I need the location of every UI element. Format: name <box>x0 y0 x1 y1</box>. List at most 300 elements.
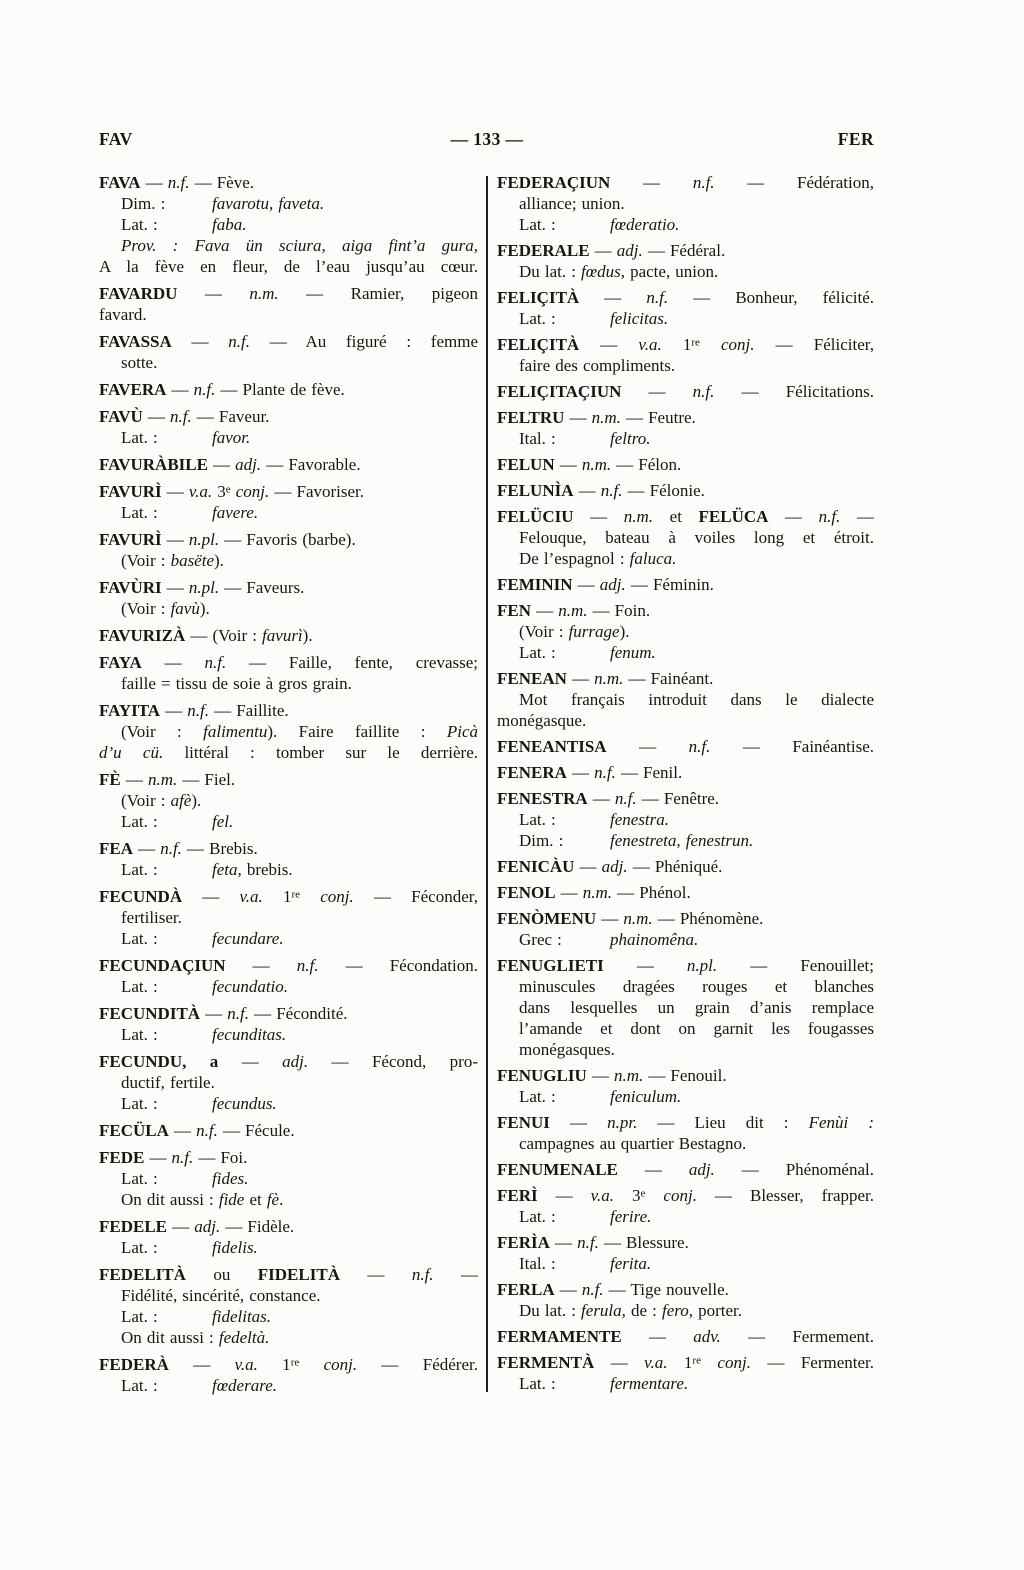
entry-text: — <box>579 288 647 307</box>
headword-text: FAVURIZÀ <box>99 626 186 645</box>
entry-text: — Phénoménal. <box>714 1160 874 1179</box>
headword-text: FERMENTÀ <box>497 1353 595 1372</box>
entry-line <box>99 742 478 763</box>
entry-text: Fidélité, sincérité, constance. <box>121 1286 321 1305</box>
dictionary-entry <box>497 407 874 449</box>
entry-line <box>497 809 874 830</box>
entry-text: — Félonie. <box>622 481 705 500</box>
entry-text: feniculum. <box>610 1087 682 1106</box>
entry-line <box>99 1051 478 1072</box>
entry-text: — <box>168 1121 197 1140</box>
entry-text: — Phénomène. <box>652 909 764 928</box>
entry-text: n.pr. <box>607 1113 638 1132</box>
dictionary-entry <box>497 1112 874 1154</box>
entry-text: — <box>573 481 601 500</box>
entry-text: n.m. <box>249 284 279 303</box>
headword-text: FELIÇITÀ <box>497 335 580 354</box>
entry-text: — Fainéant. <box>623 669 714 688</box>
entry-text: adj. <box>235 455 262 474</box>
headword-text: FAVÙ <box>99 407 143 426</box>
column-left <box>99 172 478 1402</box>
entry-text: — <box>171 332 229 351</box>
dictionary-entry <box>99 1120 478 1141</box>
entry-text: — <box>554 455 582 474</box>
entry-text: n.m. <box>147 770 178 789</box>
entry-text <box>645 1186 663 1205</box>
entry-line <box>99 193 478 214</box>
entry-text: littéral : tomber sur le derrière. <box>163 743 479 762</box>
entry-text: de : <box>625 1301 662 1320</box>
entry-text: adj. <box>688 1160 715 1179</box>
entry-text: — <box>433 1265 478 1284</box>
dictionary-entry <box>99 886 478 949</box>
entry-text: — Bonheur, félicité. <box>668 288 875 307</box>
entry-text: — <box>140 173 168 192</box>
entry-text: sotte. <box>121 353 158 372</box>
headword-text: FEDERALE <box>497 241 590 260</box>
column-right <box>497 172 874 1399</box>
entry-text: Prov. : Fava ün sciura, aiga fint’a gura, <box>121 236 478 255</box>
entry-line <box>99 256 478 277</box>
headword-text: FAVURÌ <box>99 530 162 549</box>
entry-line <box>99 907 478 928</box>
entry-text: — <box>617 1160 689 1179</box>
entry-text: conj. <box>663 1186 697 1205</box>
entry-text: — Fermement. <box>720 1327 875 1346</box>
entry-line <box>99 379 478 400</box>
entry-line <box>99 331 478 352</box>
entry-text: conj. <box>717 1353 751 1372</box>
entry-text: Ital. : <box>519 429 556 448</box>
headword-text: FEN <box>497 601 531 620</box>
entry-text: — <box>142 407 170 426</box>
dictionary-entry <box>99 283 478 325</box>
entry-line <box>497 736 874 757</box>
page-number: — 133 — <box>450 129 524 149</box>
entry-text: Lat. : <box>121 215 158 234</box>
entry-text: campagnes au quartier Bestagno. <box>519 1134 747 1153</box>
entry-text: — Foin. <box>587 601 651 620</box>
entry-text: falimentu <box>203 722 268 741</box>
headword-text: FERÌ <box>497 1186 538 1205</box>
entry-line <box>497 172 874 193</box>
entry-line <box>99 1354 478 1375</box>
entry-text: Ital. : <box>519 1254 556 1273</box>
entry-line <box>497 548 874 569</box>
entry-text: re <box>691 336 700 349</box>
entry-line <box>99 721 478 742</box>
entry-line <box>497 527 874 548</box>
entry-line <box>497 214 874 235</box>
entry-text: — Plante de fève. <box>215 380 345 399</box>
entry-text: Lat. : <box>519 643 556 662</box>
entry-text: v.a. <box>644 1353 668 1372</box>
entry-text: — <box>168 1355 235 1374</box>
dictionary-entry <box>99 379 478 400</box>
dictionary-entry <box>99 529 478 571</box>
entry-line <box>99 1093 478 1114</box>
entry-text: favard. <box>99 305 147 324</box>
headword-text: FEDELE <box>99 1217 168 1236</box>
headword-text: FENUGLIU <box>497 1066 587 1085</box>
headword-text: FERÌA <box>497 1233 550 1252</box>
entry-text: faluca. <box>629 549 677 568</box>
entry-text: — Lieu dit : <box>637 1113 809 1132</box>
entry-line <box>497 381 874 402</box>
entry-text: ). <box>302 626 313 645</box>
entry-text: v.a. <box>590 1186 614 1205</box>
entry-line <box>497 762 874 783</box>
entry-text: adj. <box>616 241 643 260</box>
entry-text: brebis. <box>241 860 293 879</box>
entry-text: n.pl. <box>188 530 220 549</box>
headword-text: FENEAN <box>497 669 567 688</box>
entry-text: fecundare. <box>212 929 284 948</box>
entry-text: — <box>549 1113 608 1132</box>
entry-text: — Fève. <box>189 173 255 192</box>
headword-text: FEDE <box>99 1148 145 1167</box>
entry-text: n.f. <box>228 332 250 351</box>
entry-line <box>99 673 478 694</box>
headword-text: FIDELITÀ <box>257 1265 340 1284</box>
entry-text: n.f. <box>411 1265 434 1284</box>
entry-text: — <box>554 1280 582 1299</box>
entry-text: Felouque, bateau à voiles long et étroit. <box>519 528 874 547</box>
entry-line <box>497 1112 874 1133</box>
entry-text <box>701 1353 717 1372</box>
entry-text: n.m. <box>581 455 612 474</box>
entry-text: — <box>141 653 205 672</box>
entry-text: alliance; union. <box>519 194 625 213</box>
entry-text: conj. <box>323 1355 358 1374</box>
entry-text: — <box>166 380 194 399</box>
entry-text: — <box>606 737 689 756</box>
entry-line <box>497 788 874 809</box>
entry-text: Lat. : <box>519 1207 556 1226</box>
entry-line <box>497 600 874 621</box>
entry-text: — Brebis. <box>181 839 258 858</box>
entry-line <box>497 1065 874 1086</box>
dictionary-entry <box>99 454 478 475</box>
entry-text: A la fève en fleur, de l’eau jusqu’au cœur. <box>99 257 478 276</box>
entry-text: — Phéniqué. <box>627 857 723 876</box>
entry-text <box>300 887 320 906</box>
dictionary-entry <box>99 769 478 832</box>
dictionary-entry <box>497 908 874 950</box>
entry-text: favere. <box>212 503 259 522</box>
entry-line <box>497 710 874 731</box>
dictionary-entry <box>99 481 478 523</box>
entry-text: — Fenêtre. <box>636 789 720 808</box>
entry-text <box>299 1355 323 1374</box>
dictionary-entry <box>99 1147 478 1210</box>
headword-text: FENICÀU <box>497 857 575 876</box>
entry-text: ). <box>191 791 202 810</box>
headword-text: FAVURÀBILE <box>99 455 208 474</box>
entry-line <box>99 406 478 427</box>
entry-text: — Faveur. <box>191 407 270 426</box>
entry-text: n.pl. <box>188 578 220 597</box>
entry-text: n.f. <box>600 481 623 500</box>
dictionary-entry <box>497 172 874 235</box>
entry-text: — <box>596 909 624 928</box>
entry-text: — <box>610 173 693 192</box>
dictionary-entry <box>497 1326 874 1347</box>
entry-text: conj. <box>320 887 354 906</box>
dictionary-entry <box>99 1264 478 1348</box>
entry-text: n.m. <box>558 601 588 620</box>
entry-line <box>99 172 478 193</box>
headword-text: FAVA <box>99 173 141 192</box>
dictionary-entry <box>497 1185 874 1227</box>
entry-text: adj. <box>601 857 628 876</box>
headword-text: FEDELITÀ <box>99 1265 186 1284</box>
headword-text: FELTRU <box>497 408 565 427</box>
headword-text: FAYITA <box>99 701 161 720</box>
entry-line <box>497 1373 874 1394</box>
entry-line <box>99 235 478 256</box>
entry-text: ductif, fertile. <box>121 1073 215 1092</box>
entry-text: ferula, <box>581 1301 626 1320</box>
entry-text: De l’espagnol : <box>519 549 630 568</box>
entry-text: n.f. <box>169 407 192 426</box>
entry-text: n.f. <box>187 701 210 720</box>
header-left-keyword: FAV <box>99 129 133 149</box>
entry-text: Lat. : <box>121 428 158 447</box>
entry-line <box>99 502 478 523</box>
entry-text: — <box>587 789 615 808</box>
entry-text: favarotu, faveta. <box>212 194 325 213</box>
entry-text: ). Faire faillite : <box>267 722 447 741</box>
entry-text: Lat. : <box>121 1025 158 1044</box>
entry-text: Lat. : <box>121 1307 158 1326</box>
entry-text: — Feutre. <box>620 408 696 427</box>
entry-text: n.f. <box>171 1148 194 1167</box>
headword-text: FENERA <box>497 763 567 782</box>
entry-text: Lat. : <box>519 1374 556 1393</box>
entry-line <box>99 886 478 907</box>
entry-text: fecunditas. <box>212 1025 287 1044</box>
entry-text: v.a. <box>239 887 263 906</box>
headword-text: FERMAMENTE <box>497 1327 622 1346</box>
entry-text: e <box>225 483 231 496</box>
entry-text: — Fenouil. <box>643 1066 727 1085</box>
entry-line <box>99 1147 478 1168</box>
entry-line <box>497 1086 874 1107</box>
entry-text: n.f. <box>688 737 711 756</box>
entry-line <box>99 1216 478 1237</box>
entry-text: Picà <box>446 722 478 741</box>
entry-text: porter. <box>693 1301 743 1320</box>
entry-line <box>99 928 478 949</box>
dictionary-entry <box>497 762 874 783</box>
entry-text: Du lat. : <box>519 1301 582 1320</box>
entry-text: fide <box>218 1190 245 1209</box>
dictionary-entry <box>497 287 874 329</box>
entry-text: Lat. : <box>121 1094 158 1113</box>
entry-text: — <box>572 575 600 594</box>
entry-line <box>497 1159 874 1180</box>
dictionary-entry <box>497 736 874 757</box>
entry-text: n.f. <box>193 380 216 399</box>
entry-line <box>497 334 874 355</box>
headword-text: FECUNDAÇIUN <box>99 956 226 975</box>
entry-text: fè <box>266 1190 280 1209</box>
entry-text: fedeltà. <box>218 1328 270 1347</box>
dictionary-entry <box>99 331 478 373</box>
headword-text: FELIÇITÀ <box>497 288 580 307</box>
dictionary-entry <box>497 454 874 475</box>
entry-text: — <box>161 530 189 549</box>
entry-text: monégasque. <box>497 711 587 730</box>
entry-text: fecundus. <box>212 1094 277 1113</box>
entry-line <box>99 1072 478 1093</box>
entry-line <box>99 529 478 550</box>
headword-text: FECUNDÀ <box>99 887 183 906</box>
entry-text: Du lat. : <box>519 262 582 281</box>
entry-line <box>99 1327 478 1348</box>
entry-text: — (Voir : <box>185 626 263 645</box>
entry-line <box>99 214 478 235</box>
headword-text: FAVURÌ <box>99 482 162 501</box>
dictionary-entry <box>99 838 478 880</box>
entry-text: n.f. <box>594 763 616 782</box>
entry-text: — Fenouillet; <box>717 956 874 975</box>
entry-text: — Fédérer. <box>357 1355 478 1374</box>
entry-line <box>497 1279 874 1300</box>
headword-text: FAVERA <box>99 380 167 399</box>
headword-text: FERLA <box>497 1280 555 1299</box>
entry-text: n.f. <box>692 382 715 401</box>
entry-line <box>497 454 874 475</box>
entry-text: — Fécond, pro- <box>308 1052 478 1071</box>
entry-text: conj. <box>235 482 270 501</box>
dictionary-entry <box>497 1159 874 1180</box>
entry-text: monégasques. <box>519 1040 615 1059</box>
headword-text: FENOL <box>497 883 556 902</box>
entry-text: Lat. : <box>121 503 158 522</box>
entry-text: — <box>144 1148 172 1167</box>
entry-text: ). <box>619 622 630 641</box>
entry-text: n.f. <box>296 956 319 975</box>
entry-text: — <box>555 883 583 902</box>
entry-text: ferire. <box>610 1207 652 1226</box>
dictionary-entry <box>497 1279 874 1321</box>
entry-line <box>99 1189 478 1210</box>
dictionary-entry <box>497 240 874 282</box>
entry-text: — Tige nouvelle. <box>603 1280 729 1299</box>
headword-text: FENUMENALE <box>497 1160 618 1179</box>
entry-text: — Ramier, pigeon <box>278 284 478 303</box>
entry-line <box>99 304 478 325</box>
entry-text: fœderatio. <box>610 215 680 234</box>
dictionary-entry <box>497 506 874 569</box>
headword-text: FELUNÌA <box>497 481 574 500</box>
entry-text: Mot français introduit dans le dialecte <box>519 690 874 709</box>
entry-text: d’u cü. <box>99 743 164 762</box>
entry-text: dans lesquelles un grain d’anis remplace <box>519 998 874 1017</box>
entry-line <box>99 1024 478 1045</box>
entry-text: adj. <box>282 1052 309 1071</box>
entry-text: — Faillite. <box>209 701 289 720</box>
entry-text: — Fenil. <box>615 763 683 782</box>
entry-text: — <box>160 701 188 720</box>
entry-text: ). <box>214 551 224 570</box>
entry-text: ferita. <box>610 1254 652 1273</box>
entry-text: On dit aussi : <box>121 1190 219 1209</box>
entry-line <box>99 1285 478 1306</box>
entry-text: fœdus, <box>581 262 625 281</box>
entry-text: minuscules dragées rouges et blanches <box>519 977 874 996</box>
entry-line <box>497 908 874 929</box>
entry-text: favù <box>170 599 200 618</box>
headword-text: FELÜCIU <box>497 507 574 526</box>
headword-text: FECUNDU, a <box>99 1052 219 1071</box>
entry-text: 1 <box>257 1355 291 1374</box>
headword-text: FENÒMENU <box>497 909 597 928</box>
entry-text: n.m. <box>623 909 653 928</box>
entry-line <box>99 1237 478 1258</box>
entry-text: 3 <box>212 482 226 501</box>
entry-text: n.f. <box>577 1233 599 1252</box>
entry-line <box>497 355 874 376</box>
headword-text: FEA <box>99 839 133 858</box>
entry-text: adv. <box>693 1327 721 1346</box>
entry-text: re <box>290 1356 300 1369</box>
entry-text: — Félicitations. <box>714 382 874 401</box>
entry-text: n.f. <box>818 507 841 526</box>
entry-text: Lat. : <box>121 929 158 948</box>
entry-text: n.f. <box>160 839 182 858</box>
headword-text: FECUNDITÀ <box>99 1004 201 1023</box>
entry-line <box>497 997 874 1018</box>
entry-text: e <box>640 1187 646 1200</box>
entry-text: — Féliciter, <box>754 335 874 354</box>
entry-text: — <box>768 507 819 526</box>
dictionary-entry <box>497 882 874 903</box>
entry-text: 1 <box>262 887 292 906</box>
entry-line <box>497 1039 874 1060</box>
dictionary-entry <box>99 577 478 619</box>
entry-text: — Faille, fente, crevasse; <box>226 653 479 672</box>
entry-text: — Fédéral. <box>642 241 726 260</box>
entry-line <box>497 428 874 449</box>
entry-text: — Fidèle. <box>220 1217 295 1236</box>
entry-text: Lat. : <box>121 1376 158 1395</box>
entry-text: — <box>586 1066 614 1085</box>
entry-text: faba. <box>212 215 247 234</box>
entry-text: conj. <box>721 335 755 354</box>
entry-text: feltro. <box>610 429 651 448</box>
dictionary-entry <box>99 652 478 694</box>
entry-line <box>99 1264 478 1285</box>
entry-line <box>497 929 874 950</box>
entry-text: phainomêna. <box>610 930 699 949</box>
entry-text: — <box>182 887 240 906</box>
entry-line <box>497 1326 874 1347</box>
entry-text: — <box>207 455 236 474</box>
entry-text: On dit aussi : <box>121 1328 219 1347</box>
entry-line <box>497 193 874 214</box>
entry-line <box>497 621 874 642</box>
entry-text: — Fécondité. <box>249 1004 348 1023</box>
entry-text: n.f. <box>614 789 637 808</box>
entry-text: fel. <box>212 812 234 831</box>
dictionary-entry <box>497 955 874 1060</box>
entry-text: — Au figuré : femme <box>249 332 478 351</box>
entry-text: fides. <box>212 1169 249 1188</box>
entry-text: fœderare. <box>212 1376 278 1395</box>
